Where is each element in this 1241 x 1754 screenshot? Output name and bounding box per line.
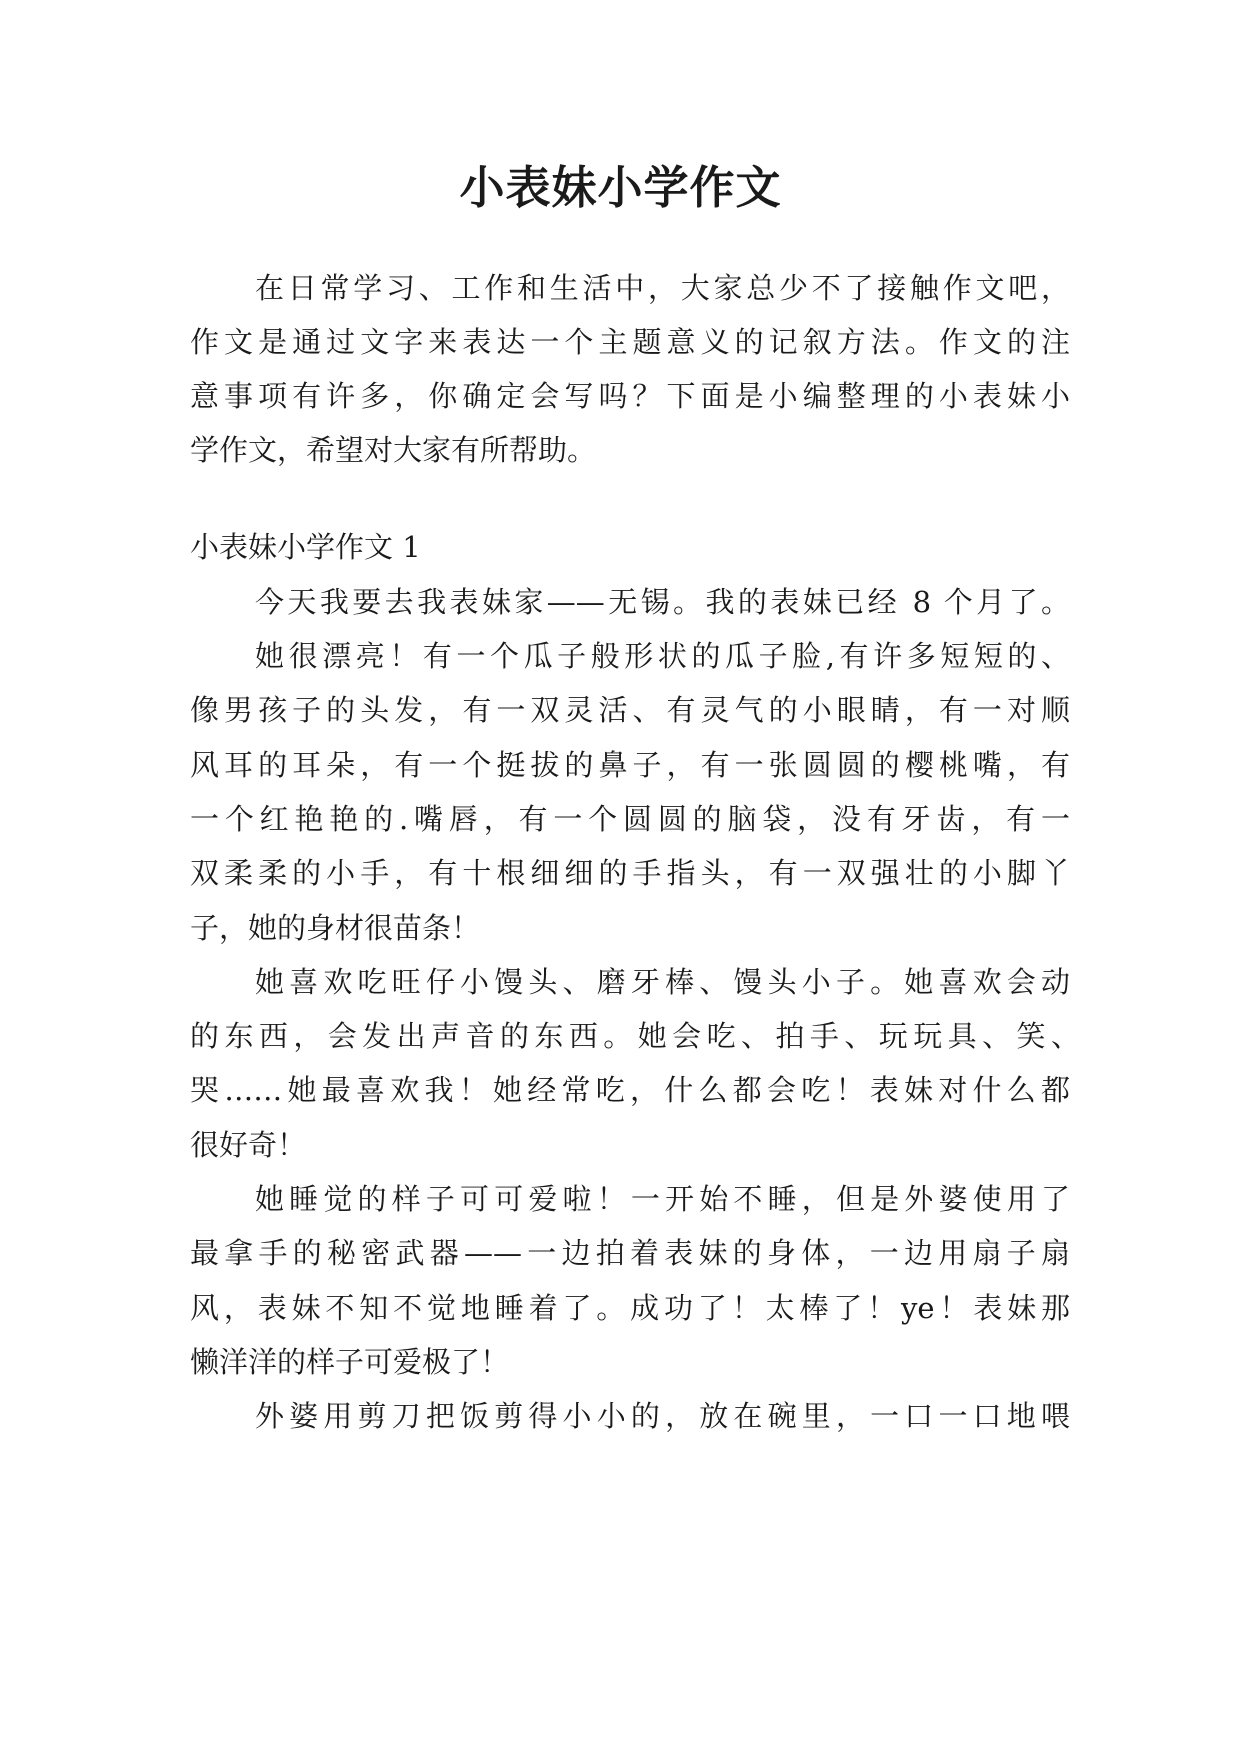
body-line-4: 风耳的耳朵，有一个挺拔的鼻子，有一张圆圆的樱桃嘴，有 [190,748,1070,782]
body-line-12: 她睡觉的样子可可爱啦！一开始不睡，但是外婆使用了 [255,1182,1070,1216]
body-line-13: 最拿手的秘密武器——一边拍着表妹的身体，一边用扇子扇 [190,1236,1070,1270]
intro-line-3: 意事项有许多，你确定会写吗？下面是小编整理的小表妹小 [190,379,1070,413]
body-line-3: 像男孩子的头发，有一双灵活、有灵气的小眼睛，有一对顺 [190,693,1070,727]
document-title: 小表妹小学作文 [459,161,782,214]
section-heading: 小表妹小学作文 1 [190,530,421,564]
intro-line-1: 在日常学习、工作和生活中，大家总少不了接触作文吧， [255,271,1070,305]
body-line-10: 哭……她最喜欢我！她经常吃，什么都会吃！表妹对什么都 [190,1073,1070,1107]
intro-line-4: 学作文，希望对大家有所帮助。 [190,433,597,467]
body-line-6: 双柔柔的小手，有十根细细的手指头，有一双强壮的小脚丫 [190,856,1070,890]
body-line-9: 的东西，会发出声音的东西。她会吃、拍手、玩玩具、笑、 [190,1019,1080,1053]
body-line-7: 子，她的身材很苗条！ [190,911,481,945]
body-line-15: 懒洋洋的样子可爱极了！ [190,1345,510,1379]
body-line-1: 今天我要去我表妹家——无锡。我的表妹已经 8 个月了。 [255,585,1070,619]
body-line-16: 外婆用剪刀把饭剪得小小的，放在碗里，一口一口地喂 [255,1399,1070,1433]
intro-line-2: 作文是通过文字来表达一个主题意义的记叙方法。作文的注 [190,325,1070,359]
body-line-14: 风，表妹不知不觉地睡着了。成功了！太棒了！ye！表妹那 [190,1291,1070,1325]
body-line-2: 她很漂亮！有一个瓜子般形状的瓜子脸,有许多短短的、 [255,639,1070,673]
body-line-11: 很好奇！ [190,1128,307,1162]
body-line-8: 她喜欢吃旺仔小馒头、磨牙棒、馒头小子。她喜欢会动 [255,965,1070,999]
body-line-5: 一个红艳艳的.嘴唇，有一个圆圆的脑袋，没有牙齿，有一 [190,802,1070,836]
